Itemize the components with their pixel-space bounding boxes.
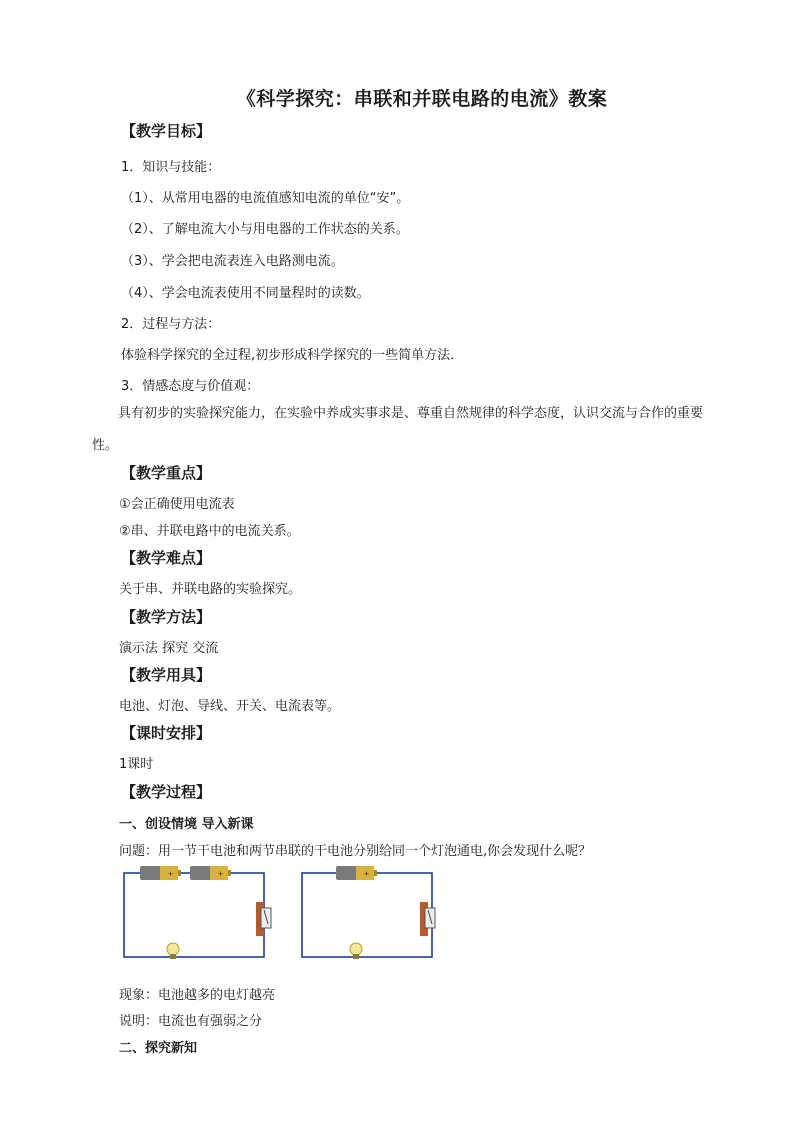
battery-single xyxy=(336,866,377,880)
circuit-two-batteries xyxy=(118,862,278,970)
objective-process-title: 2．过程与方法： xyxy=(121,317,221,332)
heading-key-points: 【教学重点】 xyxy=(121,464,212,482)
heading-process: 【教学过程】 xyxy=(121,783,212,801)
objective-attitude-text: 具有初步的实验探究能力，在实验中养成实事求是、尊重自然规律的科学态度，认识交流与合作的重要性。 xyxy=(92,406,704,453)
objective-k2: （2）、了解电流大小与用电器的工作状态的关系。 xyxy=(121,222,409,237)
process-part1-title: 一、创设情境 导入新课 xyxy=(119,817,254,832)
battery-2 xyxy=(190,866,231,880)
circuit-wire xyxy=(124,873,264,957)
heading-objectives: 【教学目标】 xyxy=(121,122,212,140)
heading-difficulties: 【教学难点】 xyxy=(121,549,212,567)
battery-single-plus: + xyxy=(364,869,370,879)
methods-text: 演示法 探究 交流 xyxy=(119,641,219,656)
circuit-one-battery xyxy=(296,862,441,970)
key-point-1: ①会正确使用电流表 xyxy=(119,497,235,512)
battery-1 xyxy=(140,866,181,880)
switch-icon xyxy=(256,902,271,936)
objective-k4: （4）、学会电流表使用不同量程时的读数。 xyxy=(121,286,370,301)
process-part2-title: 二、探究新知 xyxy=(119,1041,198,1056)
process-phenomenon: 现象：电池越多的电灯越亮 xyxy=(119,988,276,1003)
heading-methods: 【教学方法】 xyxy=(121,608,212,626)
objective-process-text: 体验科学探究的全过程,初步形成科学探究的一些简单方法． xyxy=(121,348,464,363)
page-title: 《科学探究：串联和并联电路的电流》教案 xyxy=(236,88,608,110)
circuit-wire xyxy=(302,873,432,957)
schedule-text: 1课时 xyxy=(119,757,154,772)
battery-2-plus: + xyxy=(218,869,224,879)
objective-knowledge-title: 1．知识与技能： xyxy=(121,160,221,175)
objective-attitude-title: 3．情感态度与价值观： xyxy=(121,379,260,394)
battery-1-plus: + xyxy=(168,869,174,879)
heading-schedule: 【课时安排】 xyxy=(121,724,212,742)
process-explanation: 说明：电流也有强弱之分 xyxy=(119,1014,263,1029)
heading-tools: 【教学用具】 xyxy=(121,666,212,684)
objective-k3: （3）、学会把电流表连入电路测电流。 xyxy=(121,254,344,269)
objective-k1: （1）、从常用电器的电流值感知电流的单位“安”。 xyxy=(121,191,410,206)
key-point-2: ②串、并联电路中的电流关系。 xyxy=(119,524,300,539)
tools-text: 电池、灯泡、导线、开关、电流表等。 xyxy=(119,699,341,714)
difficulties-text: 关于串、并联电路的实验探究。 xyxy=(119,582,302,597)
process-question: 问题：用一节干电池和两节串联的干电池分别给同一个灯泡通电,你会发现什么呢？ xyxy=(119,844,592,859)
